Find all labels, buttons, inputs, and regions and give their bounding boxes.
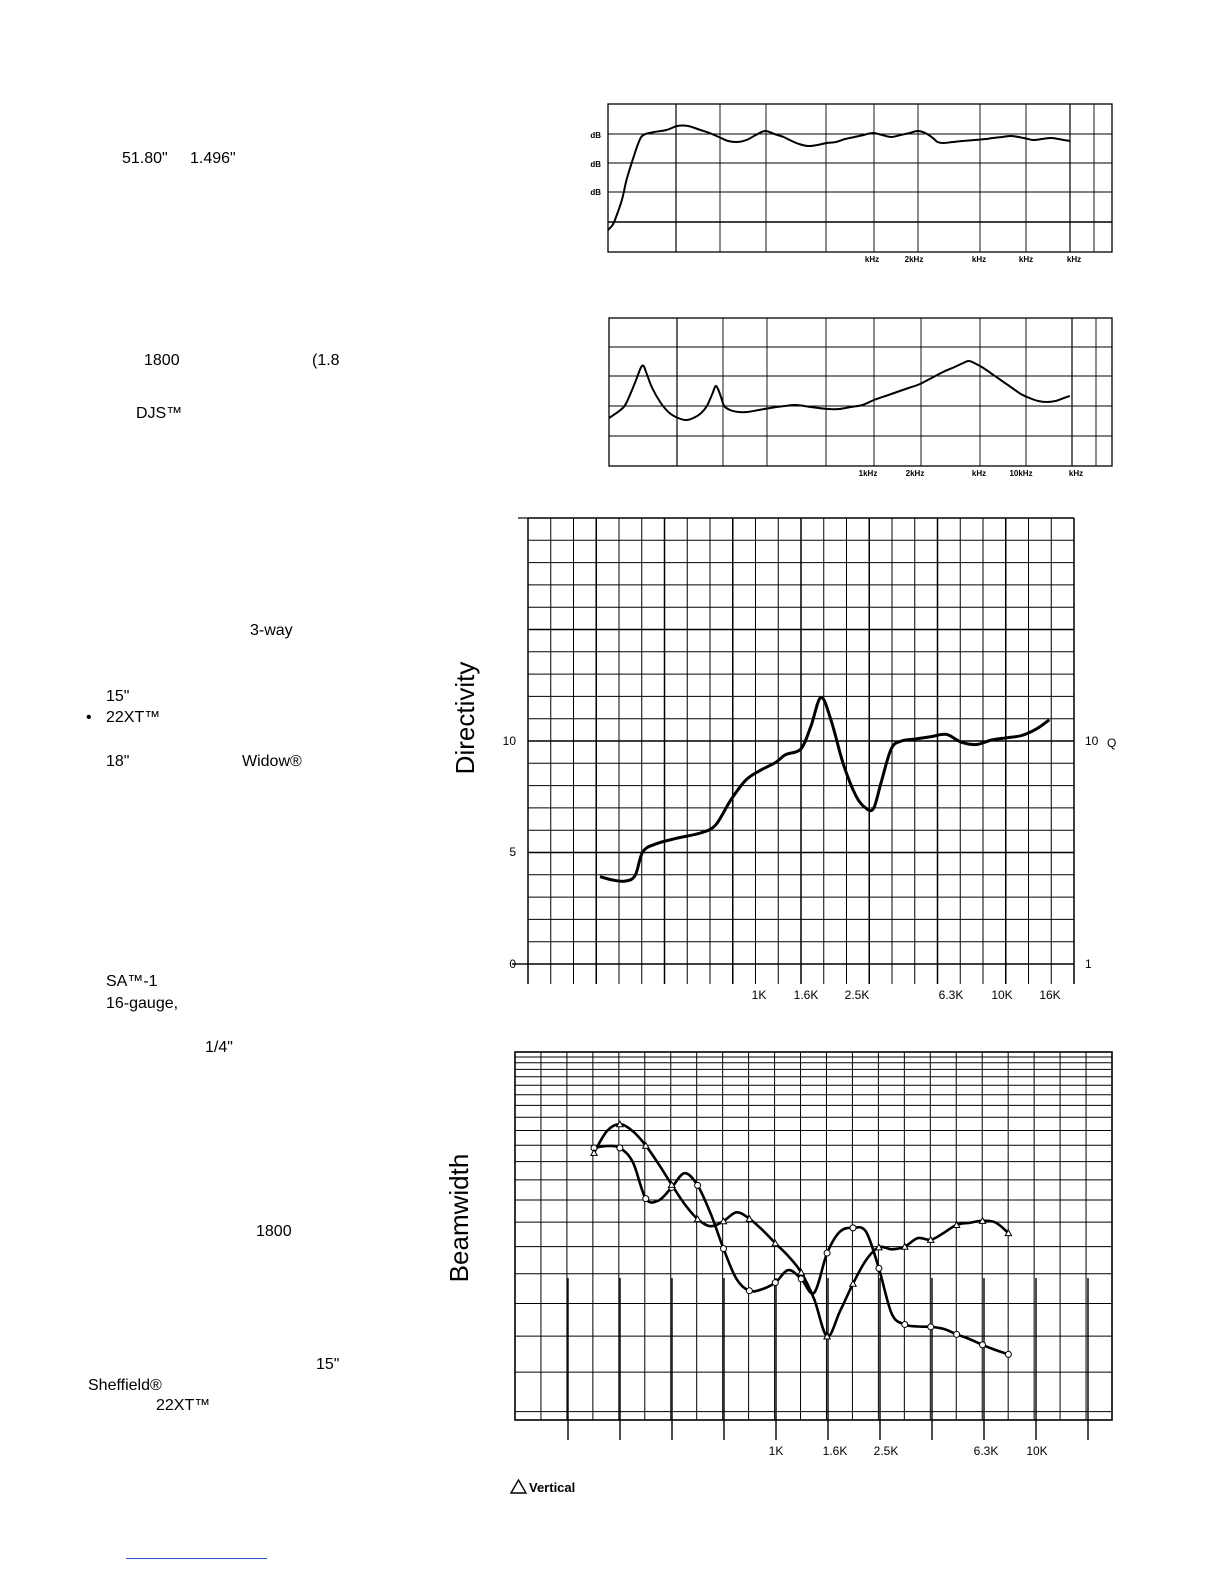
y-axis-title: Beamwidth <box>444 1153 474 1283</box>
text-fragment: 1800 <box>256 1223 292 1240</box>
y-axis-title-right: Q <box>1107 736 1117 750</box>
x-tick-label: 10K <box>991 988 1013 1002</box>
text-fragment: 22XT™ <box>106 709 161 726</box>
x-tick-label: 1.6K <box>822 1444 848 1458</box>
marker-circle <box>902 1321 908 1327</box>
text-fragment: 1/4" <box>205 1039 233 1056</box>
x-tick-label: kHz <box>864 255 880 264</box>
text-fragment: DJS™ <box>136 405 183 422</box>
x-tick-label: 2kHz <box>905 469 925 478</box>
x-tick-label: 10K <box>1026 1444 1048 1458</box>
y-tick-label: 0 <box>509 957 516 971</box>
text-fragment: 3-way <box>250 622 293 639</box>
directivity-chart <box>450 518 1116 1002</box>
x-tick-label: kHz <box>971 469 987 478</box>
x-tick-label: kHz <box>1068 469 1084 478</box>
directivity-curve <box>600 697 1049 881</box>
text-fragment: 51.80" <box>122 150 168 167</box>
marker-circle <box>772 1280 778 1286</box>
beamwidth-chart <box>444 1052 1112 1495</box>
x-tick-label: 6.3K <box>973 1444 999 1458</box>
x-tick-label: 16K <box>1039 988 1061 1002</box>
y-tick-label-right: 1 <box>1085 957 1092 971</box>
legend-label-vertical: Vertical <box>529 1480 576 1495</box>
frequency-response-curve <box>608 125 1070 230</box>
x-tick-label: 1K <box>768 1444 784 1458</box>
marker-circle <box>980 1342 986 1348</box>
text-fragment: 1.496" <box>190 150 236 167</box>
marker-circle <box>876 1265 882 1271</box>
frequency-response-chart <box>590 104 1112 264</box>
beamwidth-grid <box>515 1052 1112 1440</box>
marker-circle <box>928 1324 934 1330</box>
text-fragment: 16-gauge, <box>106 995 179 1012</box>
x-tick-label: 2.5K <box>873 1444 899 1458</box>
impedance-chart <box>609 318 1112 478</box>
text-fragment: 18" <box>106 753 130 770</box>
text-fragment: SA™-1 <box>106 973 158 990</box>
marker-circle <box>695 1182 701 1188</box>
text-fragment: 15" <box>316 1356 340 1373</box>
y-tick-label: dB <box>590 188 601 197</box>
y-axis-title: Directivity <box>450 661 480 775</box>
bullet-point: • <box>86 709 92 726</box>
impedance-frame <box>609 318 1112 466</box>
marker-circle <box>798 1276 804 1282</box>
impedance-curve <box>609 361 1070 420</box>
x-tick-label: kHz <box>971 255 987 264</box>
marker-circle <box>954 1331 960 1337</box>
x-tick-label: 1kHz <box>858 469 878 478</box>
x-tick-label: kHz <box>1018 255 1034 264</box>
x-tick-label: 2.5K <box>844 988 870 1002</box>
plot-frame <box>515 1052 1112 1420</box>
marker-circle <box>643 1196 649 1202</box>
text-fragment: 22XT™ <box>156 1397 211 1414</box>
marker-circle <box>824 1250 830 1256</box>
beamwidth-curve-circle-series <box>594 1146 1008 1354</box>
text-fragment: 1800 <box>144 352 180 369</box>
marker-circle <box>617 1145 623 1151</box>
marker-circle <box>850 1225 856 1231</box>
y-tick-label: 10 <box>502 734 516 748</box>
x-tick-label: kHz <box>1066 255 1082 264</box>
directivity-grid <box>512 518 1074 984</box>
x-tick-label: 6.3K <box>938 988 964 1002</box>
y-tick-label: 5 <box>509 845 516 859</box>
text-fragment: (1.8 <box>312 352 340 369</box>
marker-circle <box>1005 1351 1011 1357</box>
x-tick-label: 1K <box>751 988 767 1002</box>
x-tick-label: 2kHz <box>904 255 924 264</box>
marker-circle <box>721 1246 727 1252</box>
y-tick-label: dB <box>590 131 601 140</box>
text-fragment: 15" <box>106 688 130 705</box>
y-tick-label: dB <box>590 160 601 169</box>
text-fragment: Widow® <box>242 753 302 770</box>
x-tick-label: 1.6K <box>793 988 819 1002</box>
legend-triangle-icon <box>511 1480 526 1493</box>
y-tick-label-right: 10 <box>1085 734 1099 748</box>
text-fragment: Sheffield® <box>88 1377 162 1394</box>
marker-circle <box>746 1288 752 1294</box>
beamwidth-curve-triangle-series <box>594 1124 1008 1336</box>
x-tick-label: 10kHz <box>1009 469 1033 478</box>
